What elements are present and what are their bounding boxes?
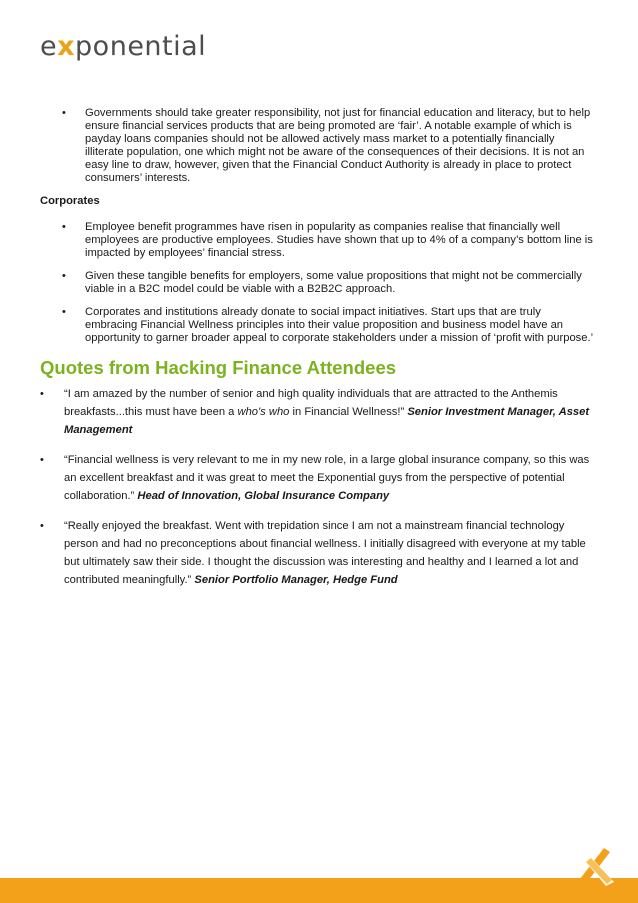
quote-text: “Really enjoyed the breakfast. Went with trepidation since I am not a mainstream financial technology person and had no preconceptions about financial wellness. I initially disagreed with everyone at my table but ultimately saw their side. I thought the discussion was interesting and healthy and I learned a lot and contributed meaningfully.” (64, 520, 586, 586)
list-item: • Governments should take greater responsibility, not just for financial education and literacy, but to help ensure financial services products that are being promoted are ‘fair’. A notable example of which is payday loans companies should not be allowed actively mass market to a potentially financially illiterate population, one which might not be aware of the consequences of their decisions. It is not an easy line to draw, however, given that the Financial Conduct Authority is already in place to protect consumers’ interests. (40, 107, 596, 185)
quote-emphasis: who's who (237, 406, 290, 418)
corporates-bullet-list (40, 221, 596, 345)
x-mark-icon (570, 840, 616, 886)
quote-item (40, 451, 596, 505)
document-body (40, 107, 596, 601)
quote-attribution: Head of Innovation, Global Insurance Company (137, 490, 390, 502)
logo-text-end: ponential (75, 31, 207, 62)
list-item: • Employee benefit programmes have risen in popularity as companies realise that financially well employees are productive employees. Studies have shown that up to 4% of a company’s bottom line is impacted by employees’ financial stress. (40, 221, 596, 260)
section-heading-quotes: Quotes from Hacking Finance Attendees (40, 357, 397, 378)
quote-text: “Financial wellness is very relevant to me in my new role, in a large global insurance company, so this was an excellent breakfast and it was great to meet the Exponential guys from the perspective of potential collaboration.” (64, 454, 590, 502)
quote-item (40, 517, 596, 589)
quote-attribution: Senior Portfolio Manager, Hedge Fund (194, 574, 398, 586)
footer-bar (0, 878, 638, 903)
quote-attribution: Senior Investment Manager, Asset Management (64, 406, 590, 436)
logo-text-start: e (40, 31, 58, 62)
logo-x-mark: x (57, 31, 76, 62)
quote-text-after: in Financial Wellness!” (289, 406, 408, 418)
section-heading-corporates: Corporates (40, 195, 100, 207)
list-item: • Given these tangible benefits for employers, some value propositions that might not be commercially viable in a B2C model could be viable with a B2B2C approach. (40, 270, 596, 296)
intro-bullet-list (40, 107, 596, 185)
quote-item (40, 385, 596, 439)
exponential-logo (40, 30, 206, 64)
list-item: • Corporates and institutions already donate to social impact initiatives. Start ups that are truly embracing Financial Wellness principles into their value proposition and business model have an opportunity to garner broader appeal to corporate stakeholders under a mission of ‘profit with purpose.’ (40, 306, 596, 345)
quotes-list (40, 385, 596, 589)
quote-text: “I am amazed by the number of senior and high quality individuals that are attracted to the Anthemis breakfasts...this must have been a (64, 388, 558, 418)
